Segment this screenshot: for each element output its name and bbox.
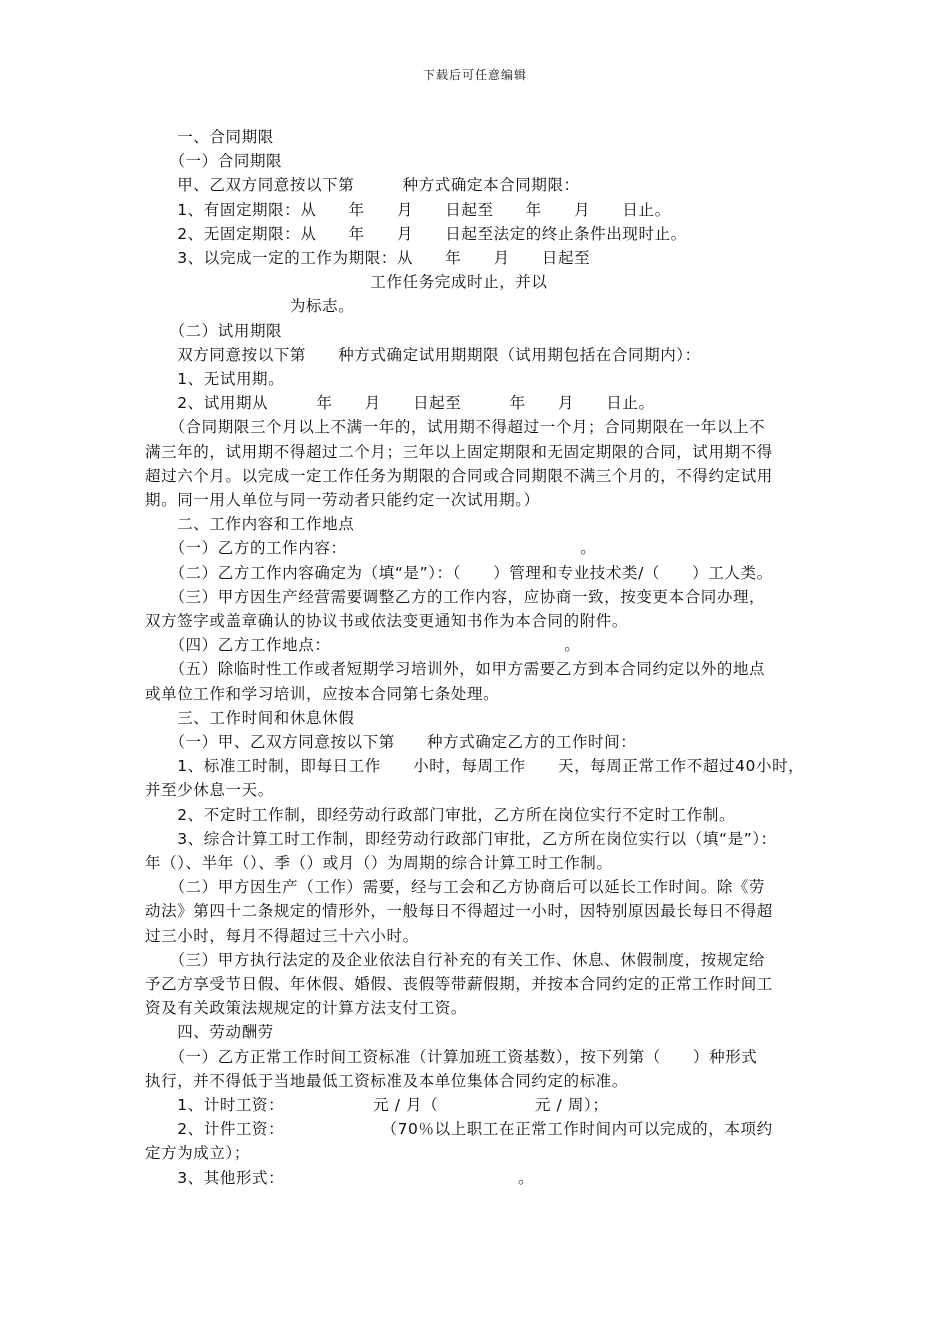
text-line: 工作任务完成时止，并以 — [145, 273, 548, 292]
text-line: 动法》第四十二条规定的情形外，一般每日不得超过一小时，因特别原因最长每日不得超 — [145, 902, 773, 921]
text-line: 甲、乙双方同意按以下第 种方式确定本合同期限： — [145, 176, 580, 195]
text-line: （一）乙方正常工作时间工资标准（计算加班工资基数），按下列第（ ）种形式 — [145, 1047, 758, 1066]
text-line: 2、计件工资： （70％以上职工在正常工作时间内可以完成的，本项约 — [145, 1120, 773, 1139]
text-line: 2、不定时工作制，即经劳动行政部门审批，乙方所在岗位实行不定时工作制。 — [145, 805, 736, 824]
text-line: 资及有关政策法规规定的计算方法支付工资。 — [145, 999, 468, 1018]
text-line: 满三年的，试用期不得超过二个月；三年以上固定期限和无固定期限的合同，试用期不得 — [145, 442, 773, 461]
text-line: （一）乙方的工作内容： 。 — [145, 539, 597, 558]
text-line: （二）乙方工作内容确定为（填“是”）：（ ）管理和专业技术类/（ ）工人类。 — [145, 563, 773, 582]
text-line: （三）甲方因生产经营需要调整乙方的工作内容，应协商一致，按变更本合同办理， — [145, 587, 766, 606]
text-line: （四）乙方工作地点： 。 — [145, 636, 581, 655]
text-line: 2、无固定期限：从 年 月 日起至法定的终止条件出现时止。 — [145, 224, 687, 243]
text-line: 1、标准工时制，即每日工作 小时，每周工作 天，每周正常工作不超过40小时， — [145, 757, 805, 776]
text-line: 过三小时，每月不得超过三十六小时。 — [145, 926, 419, 945]
text-line: 一、合同期限 — [145, 128, 274, 146]
text-line: 执行，并不得低于当地最低工资标准及本单位集体合同约定的标准。 — [145, 1071, 629, 1090]
text-line: 1、计时工资： 元 / 月（ 元 / 周）； — [145, 1096, 609, 1114]
text-line: 3、以完成一定的工作为期限：从 年 月 日起至 — [145, 249, 591, 267]
text-line: 超过六个月。以完成一定工作任务为期限的合同或合同期限不满三个月的，不得约定试用 — [145, 466, 773, 485]
text-line: （合同期限三个月以上不满一年的，试用期不得超过一个月；合同期限在一年以上不 — [145, 418, 766, 437]
text-line: 予乙方享受节日假、年休假、婚假、丧假等带薪假期，并按本合同约定的正常工作时间工 — [145, 975, 773, 993]
header-note: 下载后可任意编辑 — [422, 68, 527, 82]
text-line: 双方签字或盖章确认的协议书或依法变更通知书作为本合同的附件。 — [145, 612, 629, 630]
text-line: 四、劳动酬劳 — [145, 1023, 274, 1042]
text-line: （一）甲、乙双方同意按以下第 种方式确定乙方的工作时间： — [145, 733, 637, 751]
text-line: （二）甲方因生产（工作）需要，经与工会和乙方协商后可以延长工作时间。除《劳 — [145, 878, 766, 897]
text-line: 期。同一用人单位与同一劳动者只能约定一次试用期。） — [145, 491, 540, 509]
text-line: 1、无试用期。 — [145, 370, 285, 388]
text-line: 三、工作时间和休息休假 — [145, 708, 355, 727]
text-line: （二）试用期限 — [145, 321, 283, 340]
text-line: 为标志。 — [145, 297, 355, 316]
text-line: （一）合同期限 — [145, 152, 283, 171]
text-line: 年（）、半年（）、季（）或月（）为周期的综合计算工时工作制。 — [145, 854, 613, 872]
text-line: 1、有固定期限：从 年 月 日起至 年 月 日止。 — [145, 200, 671, 219]
text-line: 2、试用期从 年 月 日起至 年 月 日止。 — [145, 394, 655, 413]
text-line: 双方同意按以下第 种方式确定试用期期限（试用期包括在合同期内）： — [145, 345, 701, 364]
text-line: 3、其他形式： 。 — [145, 1168, 535, 1187]
text-line: 二、工作内容和工作地点 — [145, 515, 355, 534]
text-line: 3、综合计算工时工作制，即经劳动行政部门审批，乙方所在岗位实行以（填“是”）： — [145, 829, 777, 848]
text-line: （五）除临时性工作或者短期学习培训外，如甲方需要乙方到本合同约定以外的地点 — [145, 660, 766, 679]
text-line: （三）甲方执行法定的及企业依法自行补充的有关工作、休息、休假制度，按规定给 — [145, 950, 766, 969]
text-line: 或单位工作和学习培训，应按本合同第七条处理。 — [145, 684, 500, 703]
text-line: 定方为成立）； — [145, 1144, 250, 1163]
text-line: 并至少休息一天。 — [145, 781, 274, 800]
